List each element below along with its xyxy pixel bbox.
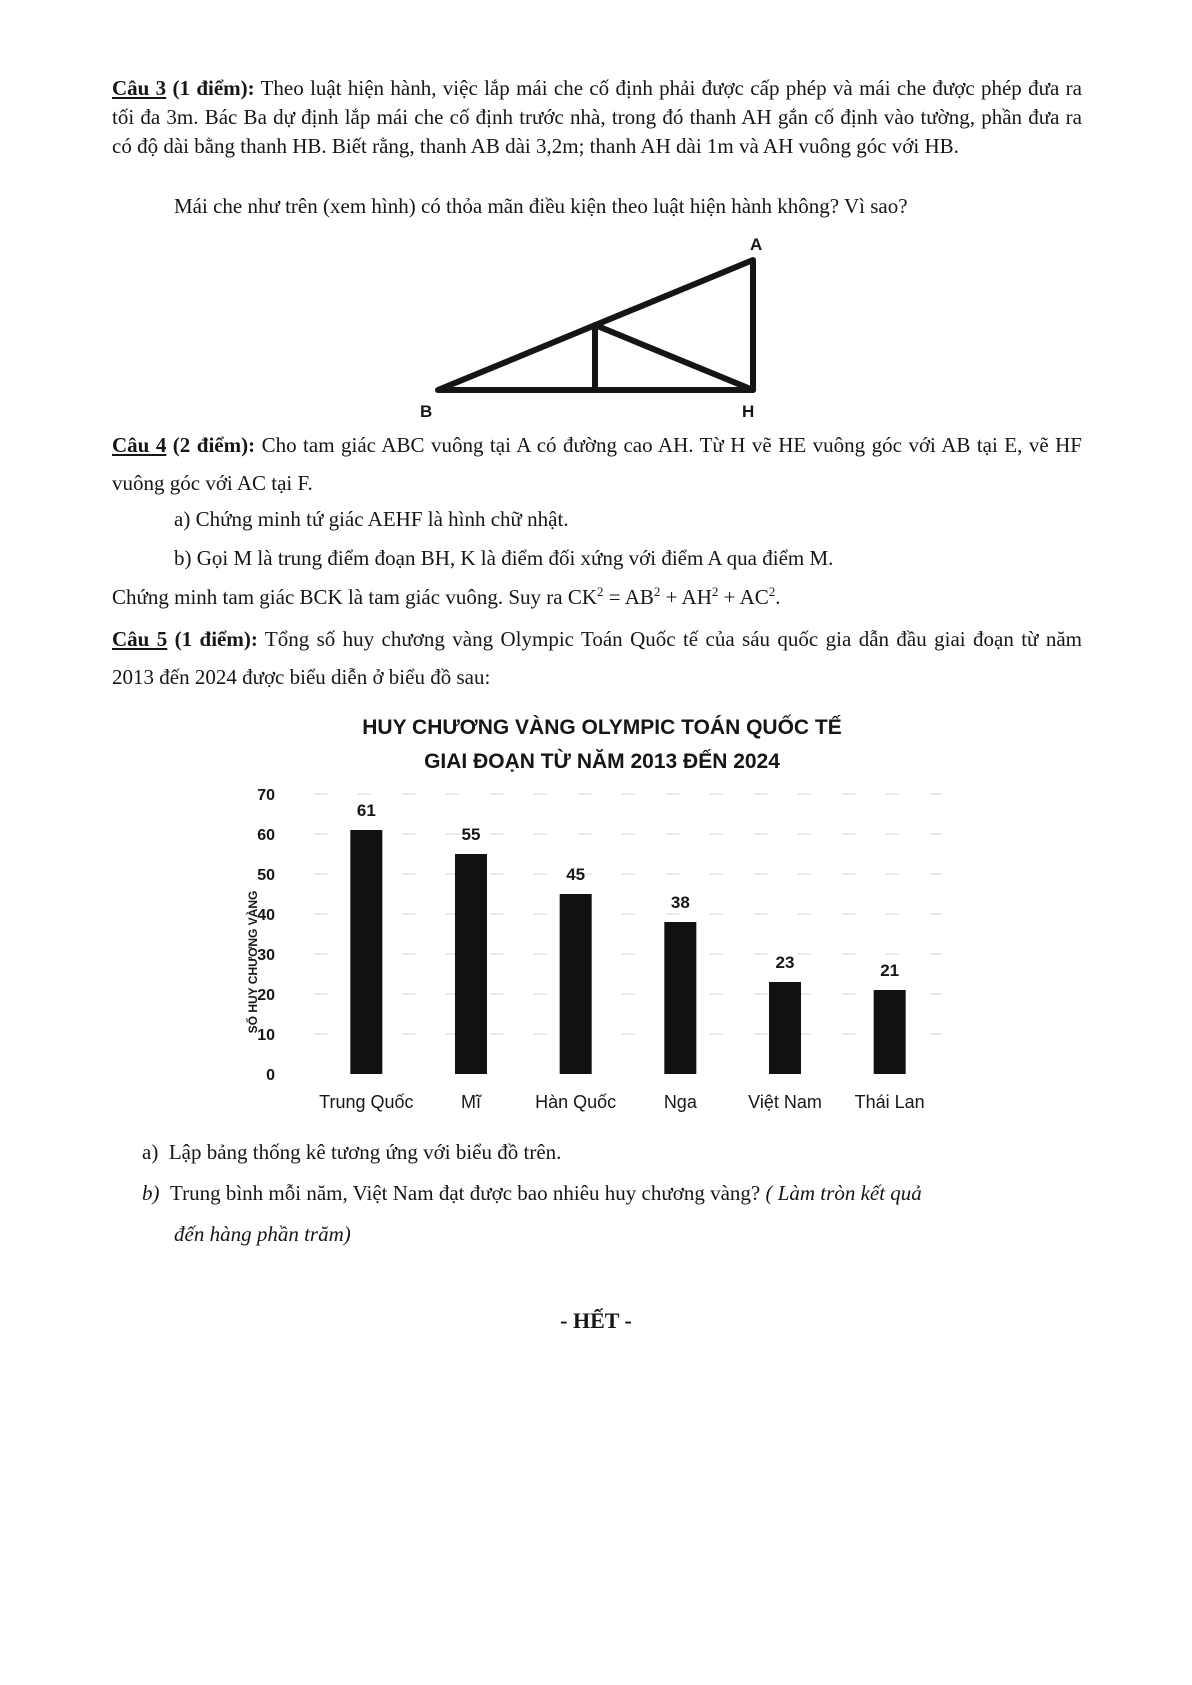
x-tick-label: Mĩ xyxy=(461,1092,481,1112)
value-label: 38 xyxy=(670,893,690,912)
bar xyxy=(664,922,696,1074)
diagonal-strut xyxy=(595,325,753,390)
value-label: 55 xyxy=(461,825,481,844)
value-label: 23 xyxy=(775,953,795,972)
x-tick-label: Thái Lan xyxy=(854,1092,925,1112)
x-tick-label: Việt Nam xyxy=(748,1092,822,1112)
label-b: B xyxy=(420,402,433,421)
value-label: 45 xyxy=(566,865,586,884)
y-tick-label: 60 xyxy=(257,827,275,844)
value-label: 61 xyxy=(356,801,376,820)
question-3-question: Mái che như trên (xem hình) có thỏa mãn điều kiện theo luật hiện hành không? Vì sao? xyxy=(174,194,908,218)
value-label: 21 xyxy=(880,961,900,980)
y-tick-label: 10 xyxy=(257,1027,275,1044)
question-5-paragraph xyxy=(112,620,1082,696)
bar xyxy=(455,854,487,1074)
question-3-label: Câu 3 xyxy=(112,76,167,100)
end-marker: - HẾT - xyxy=(560,1308,632,1333)
x-tick-label: Nga xyxy=(663,1092,697,1112)
question-5-points: (1 điểm): xyxy=(167,627,258,651)
question-4-paragraph xyxy=(112,426,1082,502)
question-3-points: (1 điểm): xyxy=(166,76,255,100)
bars xyxy=(350,830,905,1074)
bar xyxy=(769,982,801,1074)
label-h: H xyxy=(742,402,755,421)
bar xyxy=(350,830,382,1074)
question-4-part-a: a) Chứng minh tứ giác AEHF là hình chữ nhật. xyxy=(174,507,569,531)
gridlines xyxy=(314,794,942,1034)
y-tick-label: 20 xyxy=(257,987,275,1004)
x-tick-labels xyxy=(319,1092,925,1112)
label-a: A xyxy=(750,235,763,254)
question-4-label: Câu 4 xyxy=(112,433,167,457)
x-tick-label: Trung Quốc xyxy=(319,1092,414,1112)
question-4-text: Cho tam giác ABC vuông tại A có đường cao AH. Từ H vẽ HE vuông góc với AB tại E, vẽ HF vuông góc với AC tại F. xyxy=(112,433,1082,495)
question-4-points: (2 điểm): xyxy=(166,433,256,457)
chart-title-line-2: GIAI ĐOẠN TỪ NĂM 2013 ĐẾN 2024 xyxy=(424,750,780,773)
chart-title-line-1: HUY CHƯƠNG VÀNG OLYMPIC TOÁN QUỐC TẾ xyxy=(362,716,842,739)
bar xyxy=(874,990,906,1074)
gold-medal-bar-chart xyxy=(222,700,962,1120)
question-4-part-b-conclusion: Chứng minh tam giác BCK là tam giác vuông. Suy ra $CK^2 = AB^2 + AH^2 + AC^2$. xyxy=(112,584,781,609)
x-tick-label: Hàn Quốc xyxy=(535,1092,617,1112)
y-tick-label: 30 xyxy=(257,947,275,964)
y-tick-label: 70 xyxy=(257,787,275,804)
question-5-text: Tổng số huy chương vàng Olympic Toán Quốc tế của sáu quốc gia dẫn đầu giai đoạn từ năm 2013 đến 2024 được biểu diễn ở biểu đồ sau: xyxy=(112,627,1082,689)
y-tick-label: 0 xyxy=(266,1067,275,1084)
question-4-part-b: b) Gọi M là trung điểm đoạn BH, K là điểm đối xứng với điểm A qua điểm M. xyxy=(174,546,834,570)
y-axis-label: SỐ HUY CHƯƠNG VÀNG xyxy=(246,890,260,1034)
question-5-part-b-note: đến hàng phần trăm) xyxy=(174,1222,351,1246)
value-labels xyxy=(357,801,899,980)
y-tick-label: 50 xyxy=(257,867,275,884)
question-5-label: Câu 5 xyxy=(112,627,168,651)
question-3-paragraph xyxy=(112,74,1082,161)
y-tick-label: 40 xyxy=(257,907,275,924)
question-3-text: Theo luật hiện hành, việc lắp mái che cố định phải được cấp phép và mái che được phép đưa ra tối đa 3m. Bác Ba dự định lắp mái che cố định trước nhà, trong đó thanh AH gắn cố định vào tường, phần đưa ra có độ dài bằng thanh HB. Biết rằng, thanh AB dài 3,2m; thanh AH dài 1m và AH vuông góc với HB. xyxy=(112,76,1082,158)
question-5-part-b: b) Trung bình mỗi năm, Việt Nam đạt được bao nhiêu huy chương vàng? ( Làm tròn kết quả xyxy=(142,1181,922,1205)
roof-figure xyxy=(420,232,780,422)
question-5-part-a: a) Lập bảng thống kê tương ứng với biểu đồ trên. xyxy=(142,1140,562,1164)
bar xyxy=(560,894,592,1074)
